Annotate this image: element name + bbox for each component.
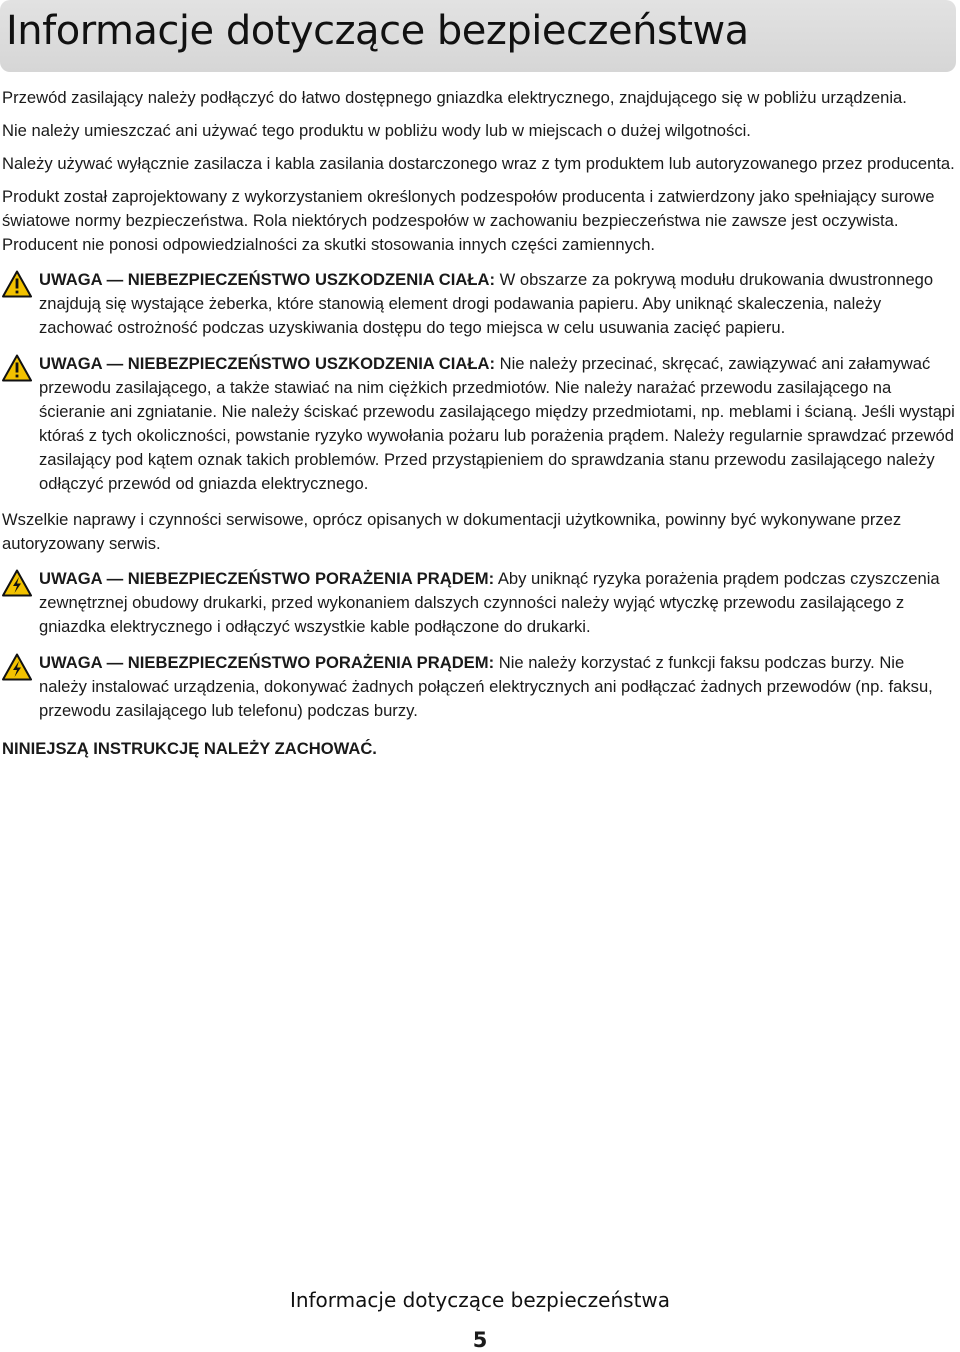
- caution-icon: [2, 270, 32, 298]
- page-number: 5: [472, 1328, 488, 1352]
- page-header: [0, 0, 956, 72]
- paragraph: Należy używać wyłącznie zasilacza i kabla zasilania dostarczonego wraz z tym produktem lub autoryzowanego przez producenta.: [2, 154, 955, 173]
- warning-label: UWAGA — NIEBEZPIECZEŃSTWO USZKODZENIA CIAŁA:: [39, 270, 496, 289]
- electric-shock-icon: [2, 653, 32, 681]
- injury-warning: [2, 268, 956, 340]
- warning-text: Aby uniknąć ryzyka porażenia prądem podczas czyszczenia zewnętrznej obudowy drukarki, przed wykonaniem dalszych czynności należy wyjąć wtyczkę przewodu zasilającego z gniazdka elektrycznego i odłączyć wszystkie kable podłączone do drukarki.: [39, 569, 940, 636]
- paragraph: Nie należy umieszczać ani używać tego produktu w pobliżu wody lub w miejscach o dużej wilgotności.: [2, 121, 751, 140]
- warning-label: UWAGA — NIEBEZPIECZEŃSTWO PORAŻENIA PRĄDEM:: [39, 569, 495, 588]
- paragraph: Przewód zasilający należy podłączyć do łatwo dostępnego gniazdka elektrycznego, znajdującego się w pobliżu urządzenia.: [2, 88, 907, 107]
- warning-text: Nie należy przecinać, skręcać, zawiązywać ani załamywać przewodu zasilającego, a także stawiać na nim ciężkich przedmiotów. Nie należy narażać przewodu zasilającego na ścieranie ani zgniatanie. Nie należy ściskać przewodu zasilającego między przedmiotami, np. meblami i ścianą. Jeśli wystąpi któraś z tych okoliczności, powstanie ryzyko wywołania pożaru lub porażenia prądem. Należy regularnie sprawdzać przewód zasilający pod kątem oznak takich problemów. Przed przystąpieniem do sprawdzania stanu przewodu zasilającego należy odłączyć przewód od gniazda elektrycznego.: [39, 354, 955, 493]
- page-title: Informacje dotyczące bezpieczeństwa: [6, 8, 749, 54]
- warning-text: W obszarze za pokrywą modułu drukowania dwustronnego znajdują się wystające żeberka, które stanowią element drogi podawania papieru. Aby uniknąć skaleczenia, należy zachować ostrożność podczas uzyskiwania dostępu do tego miejsca w celu usuwania zacięć papieru.: [39, 270, 934, 337]
- warning-text: Nie należy korzystać z funkcji faksu podczas burzy. Nie należy instalować urządzenia, dokonywać żadnych połączeń elektrycznych ani podłączać żadnych przewodów (np. faksu, przewodu zasilającego lub telefonu) podczas burzy.: [39, 653, 933, 720]
- injury-warning: [2, 352, 956, 496]
- paragraph: Produkt został zaprojektowany z wykorzystaniem określonych podzespołów producenta i zatwierdzony jako spełniający surowe światowe normy bezpieczeństwa. Rola niektórych podzespołów w zachowaniu bezpieczeństwa nie zawsze jest oczywista. Producent nie ponosi odpowiedzialności za skutki stosowania innych części zamiennych.: [2, 187, 935, 254]
- closing-statement: NINIEJSZĄ INSTRUKCJĘ NALEŻY ZACHOWAĆ.: [2, 739, 377, 758]
- warning-label: UWAGA — NIEBEZPIECZEŃSTWO USZKODZENIA CIAŁA:: [39, 354, 496, 373]
- shock-warning: [2, 651, 956, 723]
- page-footer: [0, 1288, 960, 1352]
- shock-warning: [2, 567, 956, 639]
- document-body: [2, 86, 956, 770]
- warning-label: UWAGA — NIEBEZPIECZEŃSTWO PORAŻENIA PRĄDEM:: [39, 653, 495, 672]
- service-paragraph: Wszelkie naprawy i czynności serwisowe, oprócz opisanych w dokumentacji użytkownika, powinny być wykonywane przez autoryzowany serwis.: [2, 510, 902, 553]
- footer-title: Informacje dotyczące bezpieczeństwa: [289, 1288, 671, 1312]
- electric-shock-icon: [2, 569, 32, 597]
- caution-icon: [2, 354, 32, 382]
